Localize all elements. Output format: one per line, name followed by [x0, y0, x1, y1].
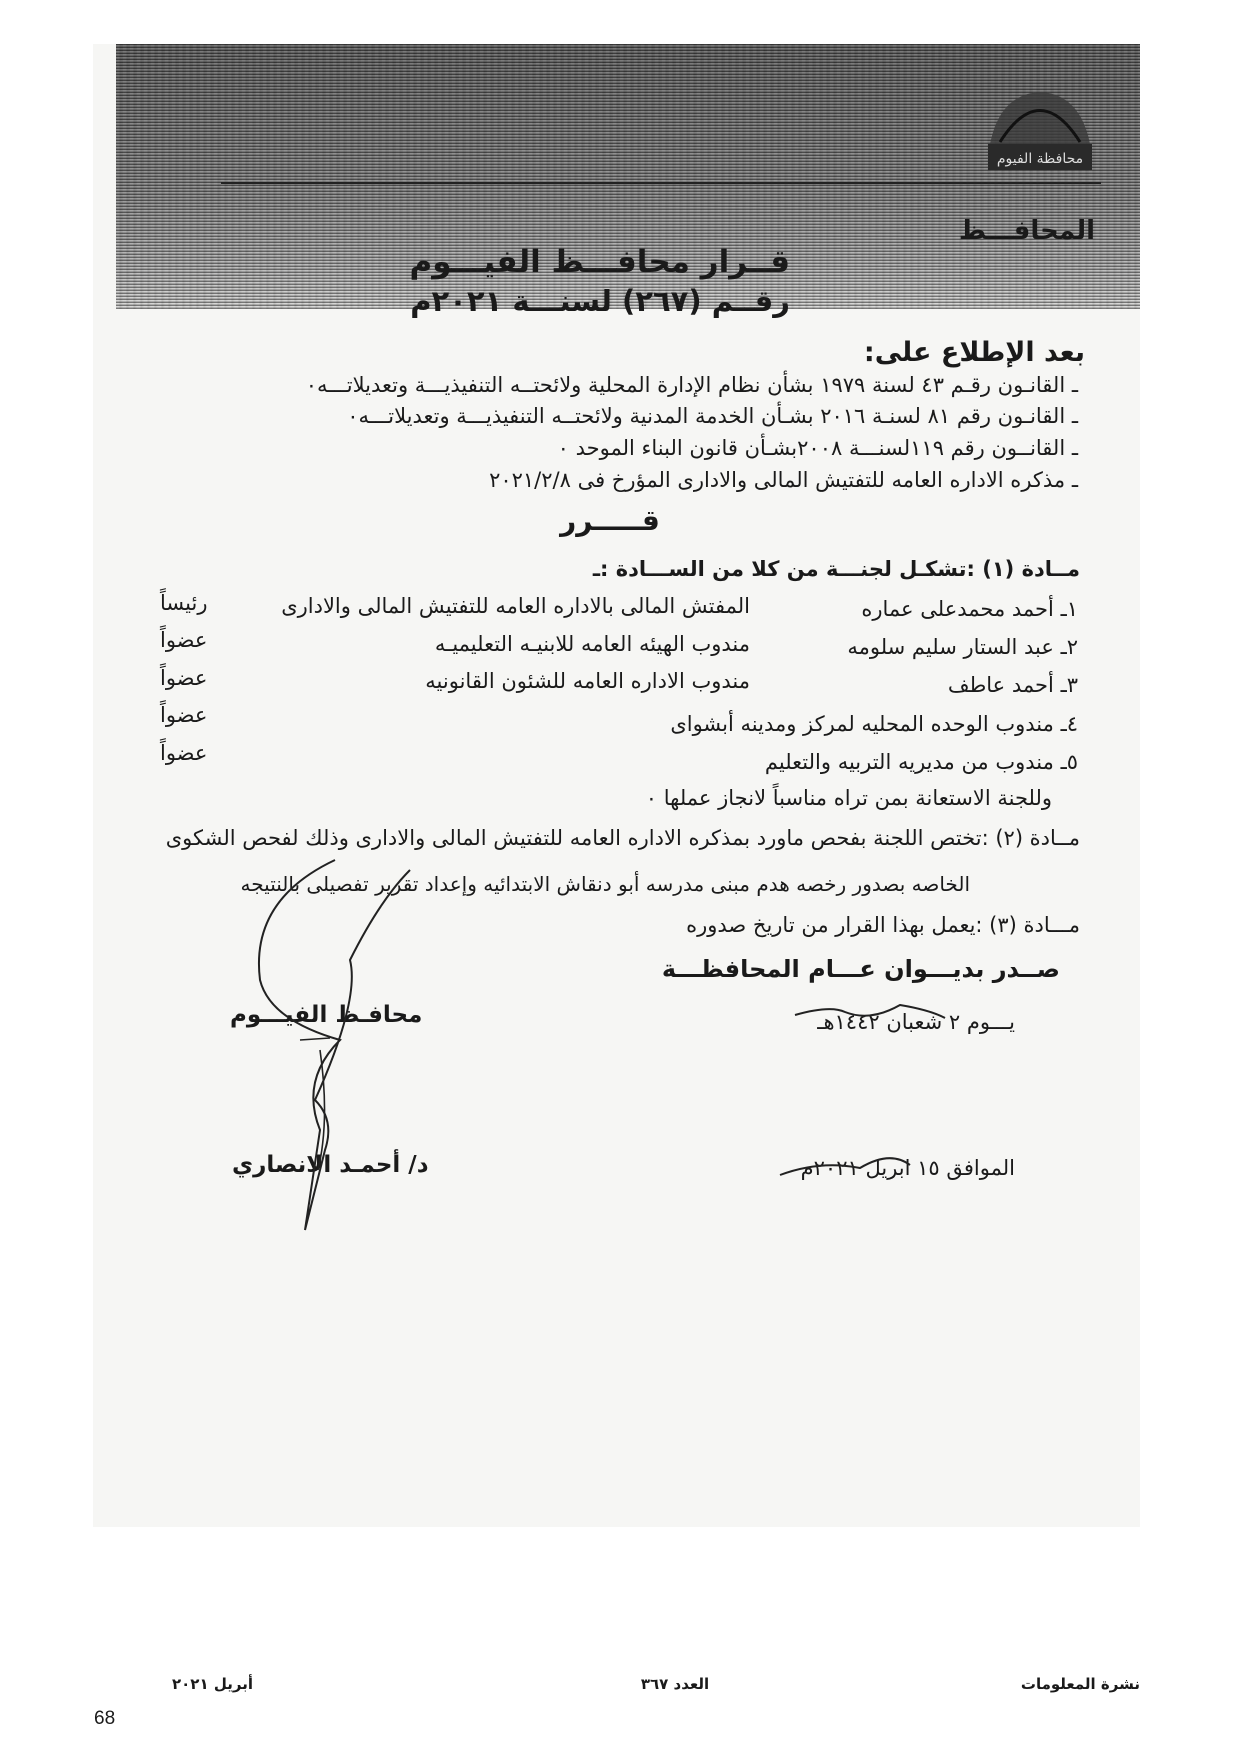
after-review-heading: بعد الإطلاع على:	[863, 337, 1085, 368]
seal-text: محافظة الفيوم	[996, 151, 1084, 167]
reference-line: ـ القانــون رقم ١١٩لسنـــة ٢٠٠٨بشـأن قانون البناء الموحد ٠	[557, 436, 1078, 460]
member-2-name: ٢ـ عبد الستار سليم سلومه	[847, 635, 1078, 659]
article-2-text: مــادة (٢) :تختص اللجنة بفحص ماورد بمذكره الاداره العامه للتفتيش المالى والادارى وذلك لفحص الشكوى	[165, 826, 1080, 850]
member-3-role: مندوب الاداره العامه للشئون القانونيه	[425, 669, 750, 693]
signatory-name: د/ أحمـد الانصاري	[232, 1152, 429, 1178]
reference-line: ـ القانـون رقـم ٤٣ لسنة ١٩٧٩ بشأن نظام الإدارة المحلية ولائحتــه التنفيذيـــة وتعديلاتـــه٠	[305, 373, 1078, 397]
member-1-position: رئيساً	[160, 591, 208, 615]
footer-issue-date: أبريل ٢٠٢١	[172, 1675, 253, 1693]
member-2-position: عضواً	[160, 628, 208, 652]
member-3-position: عضواً	[160, 666, 208, 690]
governor-label: المحافـــظ	[958, 216, 1095, 246]
member-4-name: ٤ـ مندوب الوحده المحليه لمركز ومدينه أبشواى	[670, 712, 1078, 736]
member-1-role: المفتش المالى بالاداره العامه للتفتيش المالى والادارى	[281, 594, 750, 618]
signature-title: محافـظ الفيـــوم	[230, 1002, 423, 1028]
assistance-clause: وللجنة الاستعانة بمن تراه مناسباً لانجاز عملها ٠	[645, 786, 1052, 810]
member-3-name: ٣ـ أحمد عاطف	[947, 673, 1078, 697]
member-2-role: مندوب الهيئه العامه للابنيـه التعليميـه	[434, 632, 750, 656]
article-2-continuation: الخاصه بصدور رخصه هدم مبنى مدرسه أبو دنقاش الابتدائيه وإعداد تقرير تفصيلى بالنتيجه	[240, 872, 970, 896]
decree-number: رقــم (٢٦٧) لسنـــة ٢٠٢١م	[410, 284, 790, 318]
decree-title: قــرار محافـــظ الفيـــوم	[409, 244, 790, 280]
member-5-name: ٥ـ مندوب من مديريه التربيه والتعليم	[764, 750, 1078, 774]
reference-line: ـ القانـون رقم ٨١ لسنـة ٢٠١٦ بشـأن الخدمة المدنية ولائحتــه التنفيذيـــة وتعديلاتـــه٠	[347, 404, 1078, 428]
hijri-date: يـــوم ٢ شعبان ١٤٤٢هـ	[817, 1010, 1015, 1034]
page-number: 68	[94, 1708, 116, 1729]
article-1-heading: مــادة (١) :تشكـل لجنـــة من كلا من الســـادة :ـ	[592, 557, 1080, 581]
member-1-name: ١ـ أحمد محمدعلى عماره	[861, 597, 1078, 621]
footer-bulletin-name: نشرة المعلومات	[1020, 1675, 1140, 1693]
reference-line: ـ مذكره الاداره العامه للتفتيش المالى والادارى المؤرخ فى ٢٠٢١/٢/٨	[489, 468, 1078, 492]
issued-at: صــدر بديـــوان عـــام المحافظـــة	[661, 955, 1060, 983]
decided-heading: قـــــرر	[560, 504, 660, 537]
gregorian-date: الموافق ١٥ ابريل ٢٠٢١م	[800, 1156, 1015, 1180]
article-3-text: مـــادة (٣) :يعمل بهذا القرار من تاريخ صدوره	[686, 913, 1080, 937]
footer-issue-number: العدد ٣٦٧	[640, 1675, 710, 1693]
member-4-position: عضواً	[160, 703, 208, 727]
member-5-position: عضواً	[160, 741, 208, 765]
